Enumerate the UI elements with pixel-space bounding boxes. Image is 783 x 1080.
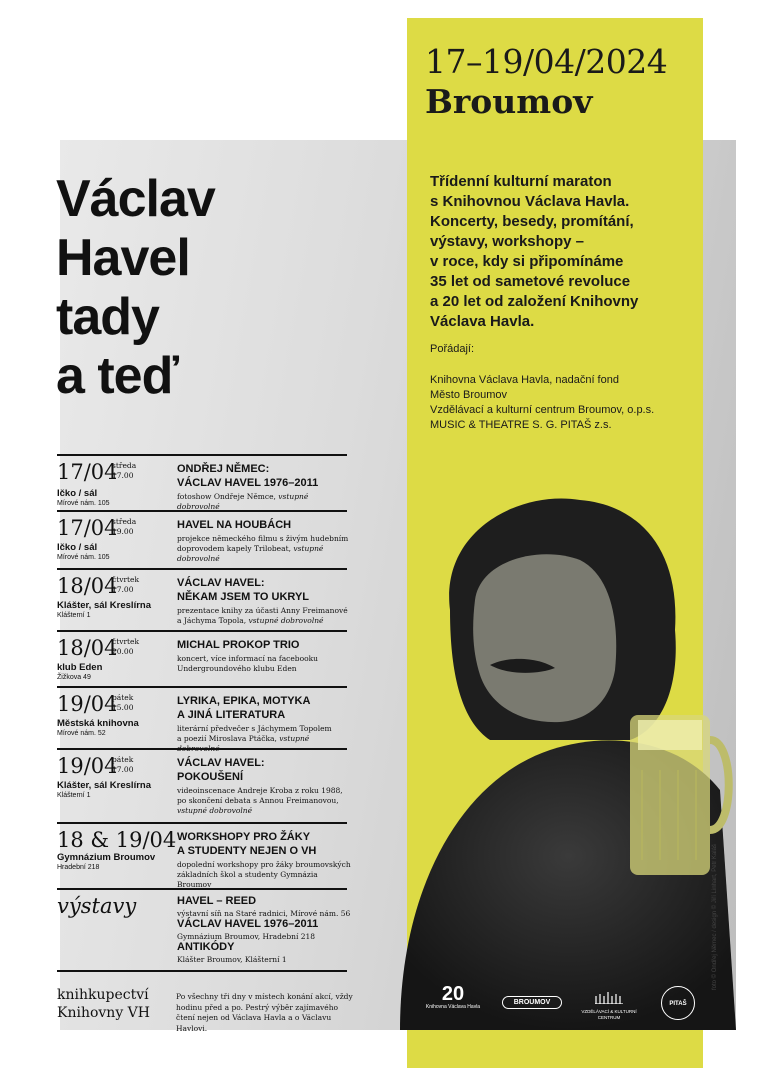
event-desc-text: literární předvečer s Jáchymem Topolem xyxy=(177,724,332,733)
intro-line: Koncerty, besedy, promítání, xyxy=(430,213,634,230)
title-line-2: Havel xyxy=(56,229,190,287)
exhibition-desc: Klášter Broumov, Klášterní 1 xyxy=(177,955,287,964)
event-desc xyxy=(177,860,352,890)
event-date: 19/04 xyxy=(57,692,118,716)
event-desc-text: po skončení debata s Annou Freimanovou, xyxy=(177,796,339,805)
intro-line: s Knihovnou Václava Havla. xyxy=(430,193,630,210)
event-address: Mírové nám. 52 xyxy=(57,730,106,737)
pitas-logo xyxy=(658,986,698,1020)
event-desc-italic: vstupné dobrovolné xyxy=(177,544,324,563)
event-time: 19.00 xyxy=(112,527,134,536)
event-row xyxy=(57,630,347,686)
portrait-photo xyxy=(380,490,736,1030)
centrum-logo xyxy=(576,990,642,1021)
event-place: klub Eden xyxy=(57,662,103,673)
event-title-line: HAVEL NA HOUBÁCH xyxy=(177,519,292,531)
title-line-1: Václav xyxy=(56,170,215,228)
event-desc-text: základních škol a studenty Gymnázia Broumov xyxy=(177,870,318,889)
event-title-line: VÁCLAV HAVEL: xyxy=(177,577,265,589)
exhibition-desc: Gymnázium Broumov, Hradební 218 xyxy=(177,932,316,941)
event-time: 20.00 xyxy=(112,647,134,656)
event-date: 17/04 xyxy=(57,516,118,540)
event-desc-text: Undergroundového klubu Eden xyxy=(177,664,297,673)
exhibition-title: VÁCLAV HAVEL 1976–2011 xyxy=(177,918,319,930)
event-dates: 17–19/04/2024 xyxy=(425,42,668,81)
intro-line: Václava Havla. xyxy=(430,313,535,330)
event-address: Mírové nám. 105 xyxy=(57,554,110,561)
event-title-line: POKOUŠENÍ xyxy=(177,771,244,783)
event-weekday: středa xyxy=(112,461,137,470)
event-program xyxy=(57,454,351,972)
exhibition-title: HAVEL – REED xyxy=(177,895,257,907)
organizer-item: Vzdělávací a kulturní centrum Broumov, o.p.s. xyxy=(430,404,655,416)
event-title-line: VÁCLAV HAVEL: xyxy=(177,757,265,769)
event-address: Klášterní 1 xyxy=(57,612,91,619)
event-desc-text: dopolední workshopy pro žáky broumovských xyxy=(177,860,351,869)
event-title-line: ONDŘEJ NĚMEC: xyxy=(177,463,270,475)
event-place: Městská knihovna xyxy=(57,718,139,729)
exhibition-title: ANTIKÓDY xyxy=(177,941,235,953)
exhibitions-row xyxy=(57,888,351,970)
event-title xyxy=(177,830,316,858)
event-desc-italic: vstupné dobrovolné xyxy=(248,616,324,625)
event-day xyxy=(112,517,136,537)
event-desc-text: a poezií Miroslava Ptáčka, xyxy=(177,734,280,743)
title-line-3: tady xyxy=(56,288,159,346)
event-date: 19/04 xyxy=(57,754,118,778)
event-place: Klášter, sál Kreslírna xyxy=(57,780,151,791)
event-time: 15.00 xyxy=(112,703,134,712)
event-row xyxy=(57,510,347,568)
event-address: Hradební 218 xyxy=(57,864,100,871)
event-address: Mírové nám. 105 xyxy=(57,500,110,507)
centrum-logo-text: VZDĚLÁVACÍ & KULTURNÍ CENTRUM xyxy=(581,1009,637,1020)
vh-library-logo xyxy=(418,984,488,1011)
event-place: Ičko / sál xyxy=(57,488,98,499)
event-row xyxy=(57,686,347,753)
event-desc-text: koncert, více informací na facebooku xyxy=(177,654,319,663)
event-time: 17.00 xyxy=(112,765,134,774)
event-date: 18 & 19/04 xyxy=(57,828,177,852)
building-icon xyxy=(594,990,624,1004)
event-title-line: WORKSHOPY PRO ŽÁKY xyxy=(177,831,311,843)
event-title-line: VÁCLAV HAVEL 1976–2011 xyxy=(177,477,319,489)
event-title xyxy=(177,694,310,722)
event-day xyxy=(112,693,133,713)
event-desc xyxy=(177,786,352,816)
vh-logo-text: Knihovna Václava Havla xyxy=(425,1004,481,1010)
event-address: Žižkova 49 xyxy=(57,674,91,681)
event-place: Gymnázium Broumov xyxy=(57,852,156,863)
event-day xyxy=(112,755,133,775)
event-desc xyxy=(177,606,352,626)
title-line-4: a teď xyxy=(56,347,178,405)
event-weekday: čtvrtek xyxy=(112,575,140,584)
event-row xyxy=(57,454,347,510)
intro-line: výstavy, workshopy – xyxy=(430,233,584,250)
event-weekday: čtvrtek xyxy=(112,637,140,646)
event-desc xyxy=(177,492,352,512)
event-date: 18/04 xyxy=(57,574,118,598)
bookshop-label-line: knihkupectví xyxy=(57,987,149,1003)
event-desc-text: projekce německého filmu s živým hudebním xyxy=(177,534,349,543)
event-desc-text: prezentace knihy za účasti Anny Freimanové xyxy=(177,606,348,615)
event-row xyxy=(57,748,347,822)
bookshop-label xyxy=(57,986,150,1022)
divider xyxy=(57,970,347,972)
organizer-item: Město Broumov xyxy=(430,389,508,401)
event-day xyxy=(112,575,139,595)
intro-line: 35 let od sametové revoluce xyxy=(430,273,631,290)
event-desc-italic: vstupné dobrovolné xyxy=(177,806,253,815)
pitas-logo-text: PITAŠ xyxy=(661,986,695,1020)
organizer-item: MUSIC & THEATRE S. G. PITAŠ z.s. xyxy=(430,419,612,431)
event-title xyxy=(177,756,265,784)
event-title xyxy=(177,576,309,604)
bookshop-desc: Po všechny tři dny v místech konání akcí, vždy hodinu před a po. Pestrý výběr zajímavého čtení nejen od Václava Havla a o Václavu Havlovi. xyxy=(176,992,353,1033)
event-desc-text: doprovodem kapely Trilobeat, xyxy=(177,544,294,553)
event-title xyxy=(177,638,299,652)
exhibitions-label: výstavy xyxy=(57,894,137,918)
event-weekday: pátek xyxy=(112,755,134,764)
poster-title xyxy=(56,170,215,406)
event-place: Klášter, sál Kreslírna xyxy=(57,600,151,611)
event-title-line: NĚKAM JSEM TO UKRYL xyxy=(177,591,310,603)
organizer-item: Knihovna Václava Havla, nadační fond xyxy=(430,374,619,386)
organizers-list xyxy=(430,373,654,433)
event-title-line: A JINÁ LITERATURA xyxy=(177,709,286,721)
event-title-line: A STUDENTY NEJEN O VH xyxy=(177,845,317,857)
event-date: 17/04 xyxy=(57,460,118,484)
event-row xyxy=(57,822,351,889)
event-desc-italic: vstupné dobrovolné xyxy=(177,492,309,511)
intro-line: a 20 let od založení Knihovny xyxy=(430,293,639,310)
intro-line: Třídenní kulturní maraton xyxy=(430,173,612,190)
event-desc xyxy=(177,654,352,674)
intro-line: v roce, kdy si připomínáme xyxy=(430,253,624,270)
event-title xyxy=(177,518,291,532)
exhibition-desc: výstavní síň na Staré radnici, Mírové nám. 56 xyxy=(177,909,351,918)
photo-credit: foto © Ondřej Němec / design © Jiří Linhart, Petr Kaláš xyxy=(712,844,718,990)
event-row xyxy=(57,568,347,630)
event-time: 17.00 xyxy=(112,471,134,480)
event-desc-text: videoinscenace Andreje Kroba z roku 1988, xyxy=(177,786,343,795)
event-city: Broumov xyxy=(425,82,593,121)
event-weekday: pátek xyxy=(112,693,134,702)
organizers-label: Pořádají: xyxy=(430,343,475,355)
event-desc-text: a Jáchyma Topola, xyxy=(177,616,249,625)
event-weekday: středa xyxy=(112,517,137,526)
event-title-line: MICHAL PROKOP TRIO xyxy=(177,639,300,651)
event-desc-italic: vstupné dobrovolné xyxy=(177,734,310,753)
event-desc xyxy=(177,534,352,564)
intro-text xyxy=(430,172,700,332)
event-title-line: LYRIKA, EPIKA, MOTYKA xyxy=(177,695,311,707)
broumov-logo xyxy=(502,996,562,1009)
event-place: Ičko / sál xyxy=(57,542,98,553)
event-address: Klášterní 1 xyxy=(57,792,91,799)
bookshop-label-line: Knihovny VH xyxy=(57,1005,151,1021)
vh-logo-mark: 20 xyxy=(441,983,465,1005)
event-title xyxy=(177,462,318,490)
event-day xyxy=(112,461,136,481)
partner-logos xyxy=(418,984,718,1024)
event-day xyxy=(112,637,139,657)
event-time: 17.00 xyxy=(112,585,134,594)
event-desc-text: fotoshow Ondřeje Němce, xyxy=(177,492,279,501)
event-date: 18/04 xyxy=(57,636,118,660)
broumov-logo-text: BROUMOV xyxy=(502,996,562,1009)
